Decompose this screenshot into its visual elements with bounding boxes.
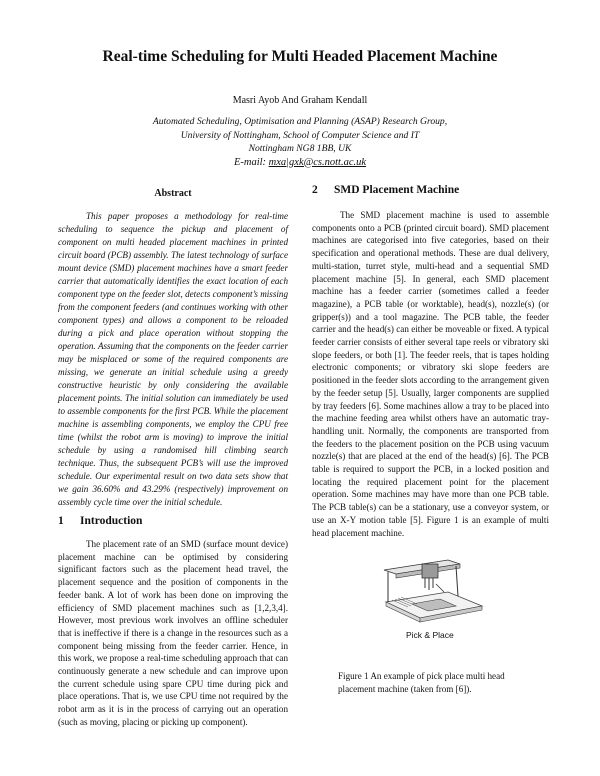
affiliation [0,115,600,169]
email-link[interactable]: mxa|gxk@cs.nott.ac.uk [268,156,367,168]
authors: Masri Ayob And Graham Kendall [232,95,368,106]
paper-title: Real-time Scheduling for Multi Headed Placement Machine [102,48,498,65]
affiliation-line-1: Automated Scheduling, Optimisation and Planning (ASAP) Research Group, [152,116,448,127]
section-1-number: 1 [58,515,64,527]
section-2-number: 2 [312,184,318,196]
affiliation-line-3: Nottingham NG8 1BB, UK [248,143,352,154]
pick-and-place-figure [378,540,488,642]
email-label: E-mail: [233,156,267,168]
abstract-text: This paper proposes a methodology for real-time scheduling to sequence the pickup and placement of component on multi headed placement machines in printed circuit board (PCB) assembly. The latest technology of surface mount device (SMD) placement machines have a smart feeder carrier that automatically identifies the exact location of each component type on the feeder slot, detects component’s missing from the component feeders (and continues working with other component types) and allows a component to be reloaded during a pick and place operation without stopping the operation. Assuming that the components on the feeder carrier may be misplaced or some of the required components are missing, we generate an initial schedule using a greedy constructive heuristic by only considering the available placement points. The initial solution can immediately be used to assemble components for the first PCB. While the placement machine is assembling components, we employ the CPU free time (whilst the robot arm is moving) to improve the initial schedule by using a randomised hill climbing search technique. Thus, the subsequent PCB’s will use the improved schedule. Our experimental result on two data sets show that we gain 36.60% and 43.29% (respectively) improvement on assembly cycle time over the initial schedule. [58,211,288,507]
section-2-title: SMD Placement Machine [334,184,460,196]
introduction-text: The placement rate of an SMD (surface mount device) placement machine can be optimised by considering significant factors such as the placement head travel, the placement sequence and the position of components in the feeder bank. A lot of work has been done on improving the efficiency of SMD placement machines such as [1,2,3,4]. However, most previous work involves an offline scheduler that is ineffective if there is a change in the resources such as a component being missing from the feeder carrier. Hence, in this work, we propose a real-time scheduling approach that can continuously generate a new schedule and can improve upon the current schedule using spare CPU time during pick and place operations. That is, we use CPU time not required by the robot arm as it is in the process of carrying out an operation (such as moving, placing or picking up component). [58,539,288,727]
figure-caption: Figure 1 An example of pick place multi head placement machine (taken from [6]). [338,671,505,694]
abstract-heading: Abstract [154,188,192,199]
section-1-heading [58,515,142,527]
affiliation-line-2: University of Nottingham, School of Computer Science and IT [180,129,420,141]
placement-head [422,564,438,578]
figure-label: Pick & Place [406,630,454,640]
section-2-heading [312,184,459,196]
section-1-title: Introduction [80,515,143,527]
email-line [0,156,600,170]
nozzles [425,578,433,590]
smd-machine-text: The SMD placement machine is used to assemble components onto a PCB (printed circuit board). SMD placement machines are categorised into five categories, based on their specification and operational methods. These are dual delivery, multi-station, turret style, multi-head and a sequential SMD placement machine [5]. In general, each SMD placement machine has a feeder carrier (sometimes called a feeder magazine), a PCB table (or worktable), head(s), nozzle(s) (or gripper(s)) and a tool magazine. The PCB table, the feeder carrier and the head(s) can either be moveable or fixed. A typical feeder carrier consists of either several tape reels or vibratory ski slope feeders, or both [1]. The feeder reels, that is tapes holding electronic components; or vibratory ski slope feeders are positioned in the feeder slots according to the arrangement given by the feeder setup [5]. Usually, larger components are supplied by tray feeders [6]. Some machines allow a tray to be placed into the machine feeding area whilst others have an automatic tray-handling unit. Normally, the components are transported from the feeders to the placement position on the PCB using vacuum nozzle(s) that are placed at the end of the head(s) [6]. The PCB table is required to support the PCB, in a locked position and locating the required placement point for the placement operation. Some machines may have more than one PCB table. The PCB table(s) can be a stationary, use a conveyor system, or use an X-Y motion table [5]. Figure 1 is an example of multi head placement machine. [312,210,549,538]
